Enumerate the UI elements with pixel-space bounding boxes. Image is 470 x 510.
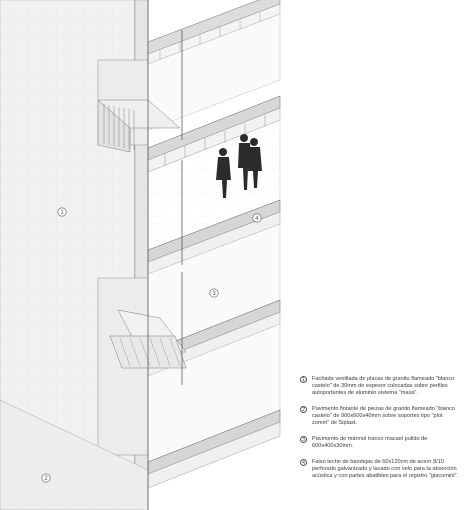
legend-item: [300, 459, 460, 480]
legend-text-2: Pavimento flotante de piezas de granito flameado "blanco castelo" de 900x600x40mm sobre soportes tipo "plot zomm" de Siplast.: [312, 406, 455, 426]
callout-3: [210, 289, 218, 297]
callout-2: [42, 474, 50, 482]
legend-text-1: Fachada ventilada de placas de granito flameado "blanco castelo" de 30mm de espesor colocadas sobre perfiles autoportantes de aluminio sistema "masa".: [312, 376, 455, 396]
callout-1-label: 1: [60, 210, 64, 217]
legend-number-3: 3: [300, 436, 307, 443]
callout-1: [58, 208, 66, 216]
callout-2-label: 2: [44, 476, 48, 483]
legend-number-4: 4: [300, 459, 307, 466]
legend: [300, 376, 460, 489]
legend-number-2: 2: [300, 406, 307, 413]
legend-item: [300, 436, 460, 450]
callout-4: [253, 214, 261, 222]
callout-4-label: 4: [255, 216, 259, 223]
legend-text-3: Pavimento de mármol tranco macael pulido de 600x400x30mm.: [312, 436, 428, 449]
legend-item: [300, 376, 460, 397]
legend-item: [300, 406, 460, 427]
legend-number-1: 1: [300, 376, 307, 383]
legend-text-4: Falso techo de bandejas de 60x120cm de acero 8/10 perforado galvanizado y lacado con velo para la absorción acústica y con partes abatibles para el registro "giacomini".: [312, 459, 459, 479]
callout-3-label: 3: [212, 291, 216, 298]
